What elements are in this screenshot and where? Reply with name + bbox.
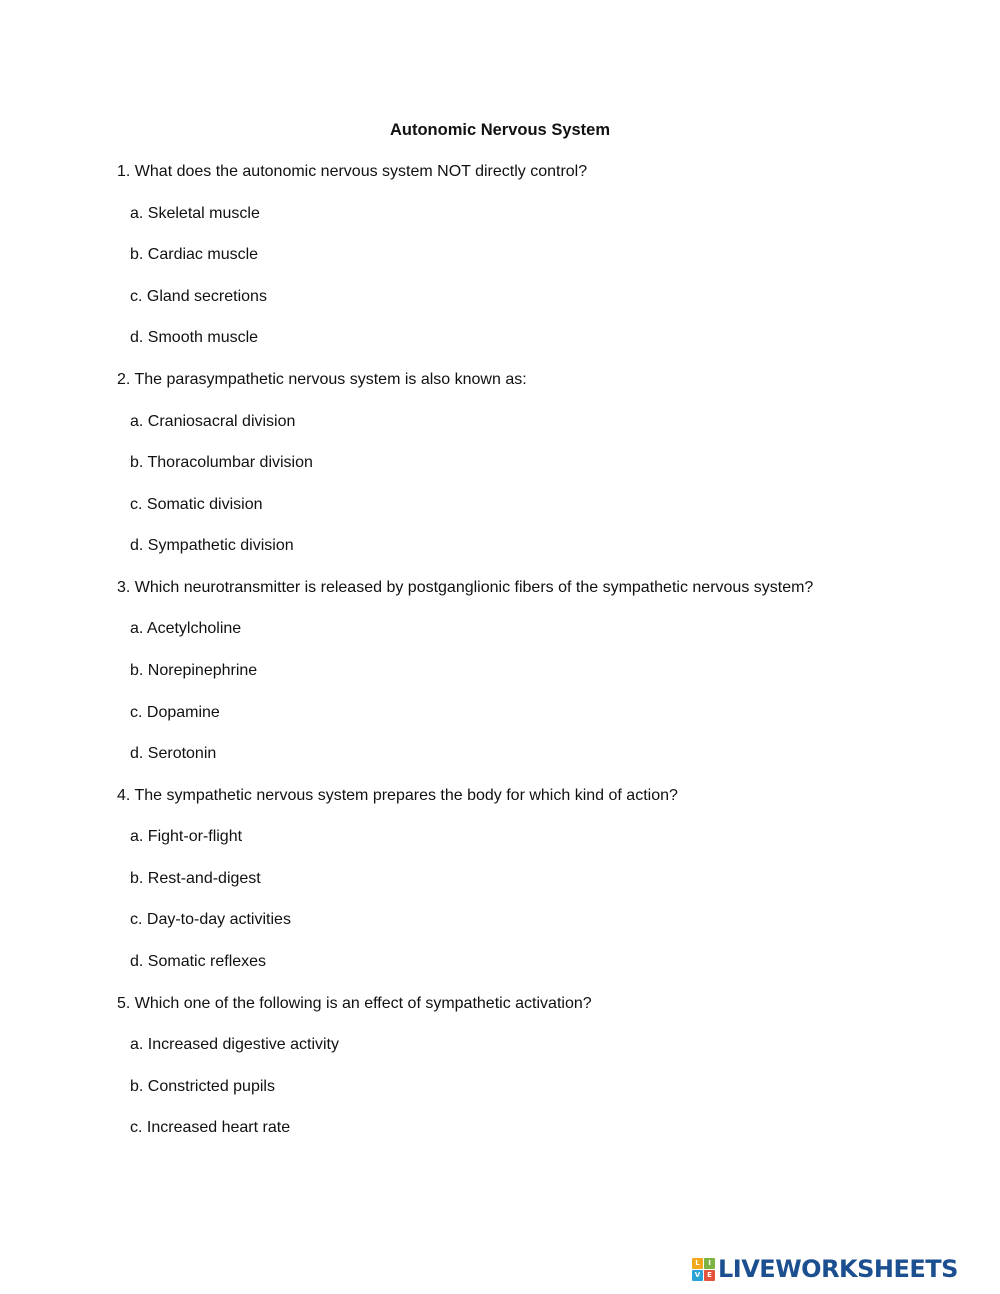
question-1-option-b[interactable]: b. Cardiac muscle bbox=[130, 246, 259, 263]
page-title: Autonomic Nervous System bbox=[389, 121, 611, 139]
question-2-option-c[interactable]: c. Somatic division bbox=[130, 496, 263, 513]
question-3-option-a[interactable]: a. Acetylcholine bbox=[130, 620, 242, 637]
question-4-option-b[interactable]: b. Rest-and-digest bbox=[130, 870, 261, 887]
liveworksheets-logo bbox=[692, 1254, 958, 1284]
question-5-option-b[interactable]: b. Constricted pupils bbox=[130, 1078, 275, 1095]
question-5-text: 5. Which one of the following is an effect of sympathetic activation? bbox=[117, 995, 592, 1012]
question-1-option-d[interactable]: d. Smooth muscle bbox=[130, 329, 259, 346]
question-3-option-c[interactable]: c. Dopamine bbox=[130, 704, 220, 721]
liveworksheets-logo-icon bbox=[692, 1258, 715, 1281]
question-4-text: 4. The sympathetic nervous system prepares the body for which kind of action? bbox=[117, 787, 678, 804]
question-5-option-c[interactable]: c. Increased heart rate bbox=[130, 1119, 291, 1136]
question-3-option-b[interactable]: b. Norepinephrine bbox=[130, 662, 258, 679]
logo-icon-tile-i: I bbox=[704, 1258, 715, 1269]
question-4-option-d[interactable]: d. Somatic reflexes bbox=[130, 953, 267, 970]
question-4-option-c[interactable]: c. Day-to-day activities bbox=[130, 911, 291, 928]
liveworksheets-logo-text: LIVEWORKSHEETS bbox=[718, 1255, 958, 1283]
question-2-option-b[interactable]: b. Thoracolumbar division bbox=[130, 454, 313, 471]
question-2-option-d[interactable]: d. Sympathetic division bbox=[130, 537, 294, 554]
question-3-text: 3. Which neurotransmitter is released by postganglionic fibers of the sympathetic nervous system? bbox=[117, 579, 814, 596]
question-5-option-a[interactable]: a. Increased digestive activity bbox=[130, 1036, 339, 1053]
logo-icon-tile-e: E bbox=[704, 1270, 715, 1281]
question-2-option-a[interactable]: a. Craniosacral division bbox=[130, 413, 296, 430]
logo-icon-tile-v: V bbox=[692, 1270, 703, 1281]
question-2-text: 2. The parasympathetic nervous system is also known as: bbox=[117, 371, 527, 388]
question-1-text: 1. What does the autonomic nervous system NOT directly control? bbox=[117, 163, 588, 180]
question-1-option-c[interactable]: c. Gland secretions bbox=[130, 288, 267, 305]
logo-icon-tile-l: L bbox=[692, 1258, 703, 1269]
question-1-option-a[interactable]: a. Skeletal muscle bbox=[130, 205, 260, 222]
question-3-option-d[interactable]: d. Serotonin bbox=[130, 745, 217, 762]
question-4-option-a[interactable]: a. Fight-or-flight bbox=[130, 828, 243, 845]
